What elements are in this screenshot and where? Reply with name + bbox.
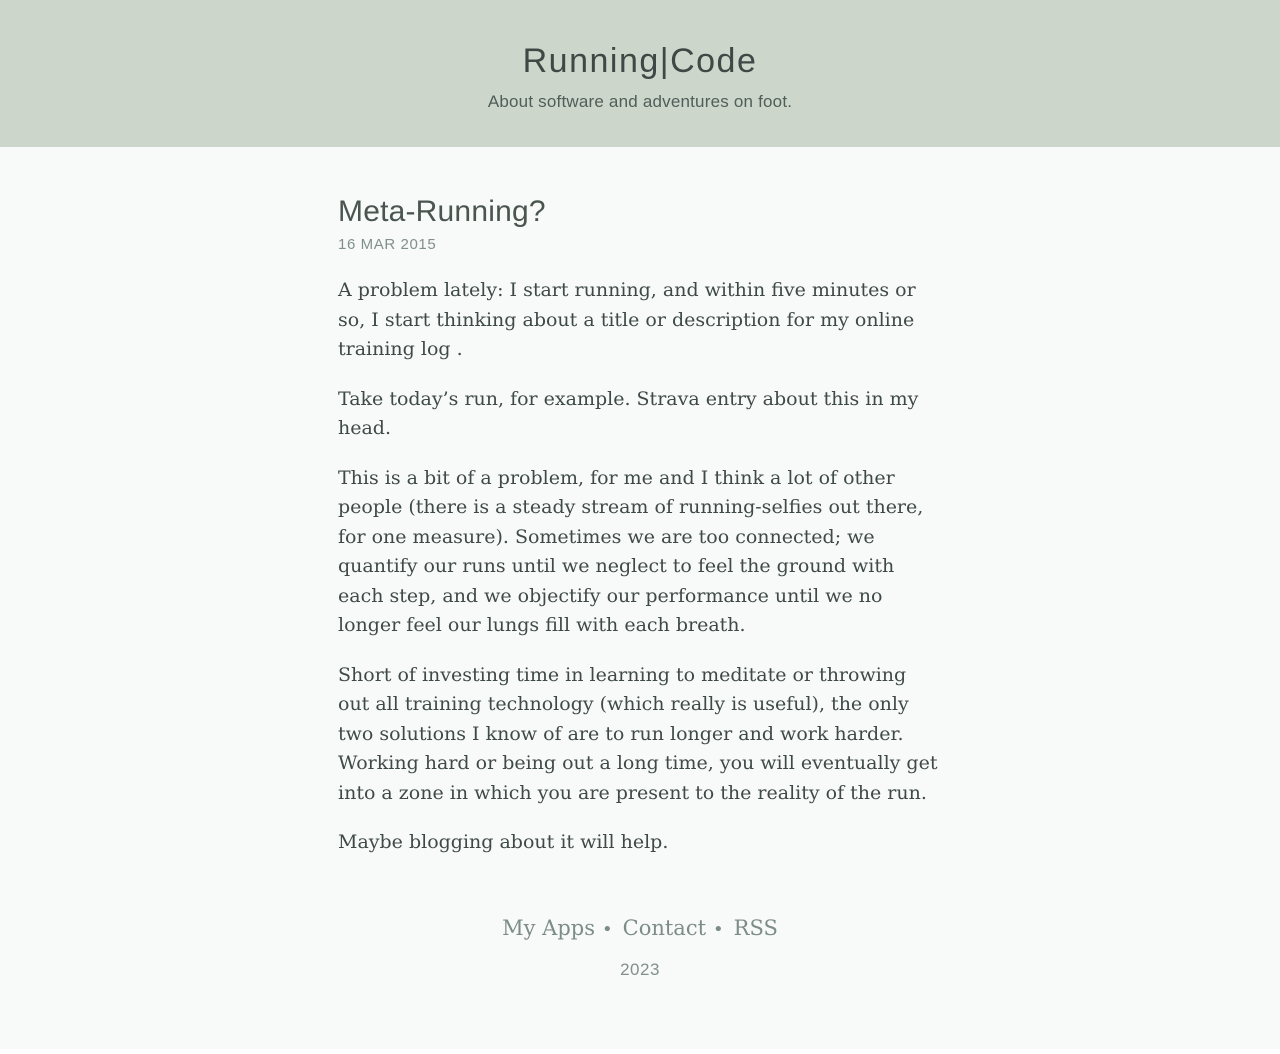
footer-link-my-apps[interactable]: My Apps bbox=[502, 915, 595, 940]
footer-separator: • bbox=[602, 918, 613, 940]
footer-link-rss[interactable]: RSS bbox=[733, 915, 778, 940]
post-paragraph: Take today’s run, for example. Strava entry about this in my head. bbox=[338, 387, 919, 439]
post-paragraph: Short of investing time in learning to meditate or throwing out all training technology (which really is useful), the only two solutions I know of are to run longer and work harder. Working hard or being out a long time, you will eventually get into a zone in which you are present to the reality of the run. bbox=[338, 663, 938, 804]
blog-post bbox=[338, 147, 942, 858]
post-date: 16 MAR 2015 bbox=[338, 236, 437, 253]
footer-link-contact[interactable]: Contact bbox=[622, 915, 707, 940]
footer-separator: • bbox=[713, 918, 724, 940]
site-subtitle: About software and adventures on foot. bbox=[487, 92, 793, 111]
footer-year: 2023 bbox=[620, 959, 660, 979]
footer-nav bbox=[0, 916, 1280, 940]
site-header bbox=[0, 0, 1280, 147]
post-paragraph: A problem lately: I start running, and within five minutes or so, I start thinking about a title or description for my online training log . bbox=[338, 279, 916, 360]
post-title: Meta-Running? bbox=[338, 195, 546, 228]
post-paragraph: Maybe blogging about it will help. bbox=[338, 831, 669, 853]
site-footer bbox=[0, 916, 1280, 980]
post-body bbox=[338, 276, 942, 858]
site-title[interactable]: Running|Code bbox=[522, 42, 758, 80]
post-paragraph: This is a bit of a problem, for me and I think a lot of other people (there is a steady stream of running-selfies out there, for one measure). Sometimes we are too connected; we quantify our runs until we neglect to feel the ground with each step, and we objectify our performance until we no longer feel our lungs fill with each breath. bbox=[338, 466, 924, 636]
